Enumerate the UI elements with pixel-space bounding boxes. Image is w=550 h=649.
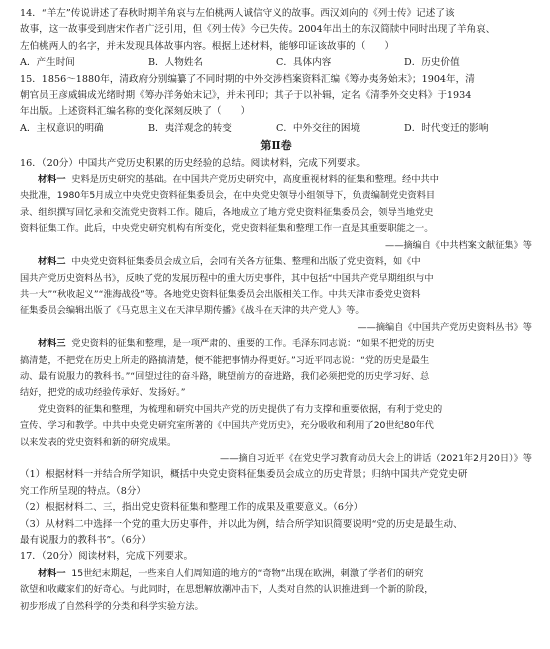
q14-line-3: 左伯桃两人的名字，并未发现具体故事内容。根据上述材料，能够印证该故事的（ ） — [20, 40, 395, 52]
q16-question-3a: （3）从材料二中选择一个党的重大历史事件，并以此为例，结合所学知识简要说明“党的历史是最生动、 — [20, 518, 463, 530]
q16-material-3 — [20, 336, 532, 467]
q16-intro: 16．（20分）中国共产党历史积累的历史经验的总结。阅读材料，完成下列要求。 — [20, 157, 366, 169]
q16-m3-label: 材料三 — [38, 338, 66, 350]
q16-m3-line-1: 党史资料的征集和整理，是一项严肃的、重要的工作。毛泽东同志说：“如果不把党的历史 — [71, 338, 435, 350]
q16-m3-extra-2: 宣传、学习和教学。中共中央党史研究室所著的《中国共产党历史》，充分吸收和利用了20世纪80年代 — [20, 420, 434, 432]
q15-option-b[interactable]: B．夷洋观念的转变 — [148, 122, 232, 134]
q15-line-1: 15．1856～1880年，清政府分别编纂了不同时期的中外交涉档案资料汇编《筹办夷务始末》；1904年，清 — [20, 73, 475, 85]
q17-m1-line-2: 欲望和收藏家们的好奇心。与此同时，在思想解放潮冲击下，人类对自然的认识推进到一个新的阶段， — [20, 584, 434, 596]
q16-m3-source: ——摘自习近平《在党史学习教育动员大会上的讲话（2021年2月20日）》等 — [220, 452, 532, 464]
q16-question-1b: 究工作所呈现的特点。（8分） — [20, 485, 147, 497]
q17-m1-line-1: 15世纪末期起，一些来自人们周知道的地方的“奇物”出现在欧洲，刺激了学者们的研究 — [71, 567, 424, 579]
section-title: 第Ⅱ卷 — [260, 139, 292, 153]
q14-option-d[interactable]: D．历史价值 — [404, 57, 460, 69]
question-15 — [20, 72, 532, 138]
q16-question-3b: 最有说服力的教科书”。（6分） — [20, 535, 151, 546]
q14-line-2: 故事，这一故事受到唐宋作者广泛引用，但《列士传》今已失传。2004年出土的东汉简牍中同时出现了羊角哀、 — [20, 24, 496, 36]
q16-m1-line-4: 资料征集工作。此后，中央党史研究机构有所变化，党史资料征集和整理工作一直是其重要职能之一。 — [20, 223, 434, 235]
q16-m2-line-1: 中央党史资料征集委员会成立后，会同有关各方征集、整理和出版了党史资料，如《中 — [71, 256, 421, 268]
q15-option-d[interactable]: D．时代变迁的影响 — [404, 122, 489, 134]
q16-material-1 — [20, 172, 532, 254]
q16-m2-source: ——摘编自《中国共产党历史资料丛书》等 — [357, 321, 532, 333]
q16-m3-line-4: 结好，把党的成功经验传承好、发扬好。” — [20, 387, 186, 399]
q16-m3-extra-3: 以来发表的党史资料和新的研究成果。 — [20, 436, 177, 448]
q17-material-1 — [20, 566, 532, 615]
q16-m2-line-3: 共一大”“秋收起义”“淮海战役”等。各地党史资料征集委员会出版相关工作。中共天津市委党史资料 — [20, 288, 421, 300]
q16-m2-line-2: 国共产党历史资料丛书》，反映了党的发展历程中的重大历史事件，其中包括“中国共产党早期组织与中 — [20, 272, 434, 284]
q16-questions — [20, 467, 532, 549]
q14-line-1: 14．“羊左”传说讲述了春秋时期羊角哀与左伯桃两人诚信守义的故事。西汉刘向的《列士传》记述了该 — [20, 8, 455, 19]
q16-m1-line-3: 录、组织撰写回忆录和交流党史资料工作。随后，各地成立了地方党史资料征集委员会，领导当地党史 — [20, 206, 434, 218]
q14-option-a[interactable]: A．产生时间 — [20, 57, 75, 69]
q16-material-2 — [20, 254, 532, 336]
q17-intro: 17．（20分）阅读材料，完成下列要求。 — [20, 551, 194, 563]
q16-m1-line-2: 央批准，1980年5月成立中央党史资料征集委员会，在中央党史领导小组领导下，负责编制党史资料目 — [20, 190, 436, 202]
q15-option-c[interactable]: C．中外交往的困境 — [276, 122, 361, 134]
q15-line-2: 朝官员王彦威辑成光绪时期《筹办洋务始末记》，并未刊印；其子于以补辑，定名《清季外交史料》于1934 — [20, 90, 472, 102]
q16-m1-line-1: 史料是历史研究的基础。在中国共产党历史研究中，高度重视材料的征集和整理。经中共中 — [71, 174, 439, 186]
question-17 — [20, 549, 532, 615]
q14-option-b[interactable]: B．人物姓名 — [148, 57, 204, 69]
q17-m1-line-3: 初步形成了自然科学的分类和科学实验方法。 — [20, 600, 204, 612]
q16-m1-source: ——摘编自《中共档案文献征集》等 — [385, 239, 532, 251]
q16-m2-label: 材料二 — [38, 256, 66, 268]
q15-line-3: 年出版。上述资料汇编名称的变化深刻反映了（ ） — [20, 106, 251, 118]
question-16 — [20, 156, 532, 550]
question-14 — [20, 6, 532, 72]
q16-m1-label: 材料一 — [38, 174, 66, 186]
q16-question-1a: （1）根据材料一并结合所学知识，概括中央党史资料征集委员会成立的历史背景；归纳中国共产党党史研 — [20, 469, 468, 481]
q15-option-a[interactable]: A．主权意识的明确 — [20, 122, 104, 134]
q16-m3-line-3: 动、最有说服力的教科书。”“回望过往的奋斗路，眺望前方的奋进路，我们必须把党的历史学习好、总 — [20, 370, 430, 382]
q16-m3-line-2: 搞清楚，不把党在历史上所走的路搞清楚，便不能把事情办得更好。”习近平同志说：“党的历史是最生 — [20, 354, 430, 366]
q17-m1-label: 材料一 — [38, 567, 66, 579]
q16-m2-line-4: 征集委员会编辑出版了《马克思主义在天津早期传播》《战斗在天津的共产党人》等。 — [20, 305, 365, 317]
exam-page — [20, 6, 532, 615]
q14-option-c[interactable]: C．具体内容 — [276, 57, 332, 69]
q14-options — [20, 55, 532, 71]
q16-question-2: （2）根据材料二、三，指出党史资料征集和整理工作的成果及重要意义。（6分） — [20, 502, 364, 514]
q15-options — [20, 121, 532, 137]
q16-m3-extra-1: 党史资料的征集和整理，为梳理和研究中国共产党的历史提供了有力支撑和重要依据，有利于党史的 — [38, 403, 443, 415]
